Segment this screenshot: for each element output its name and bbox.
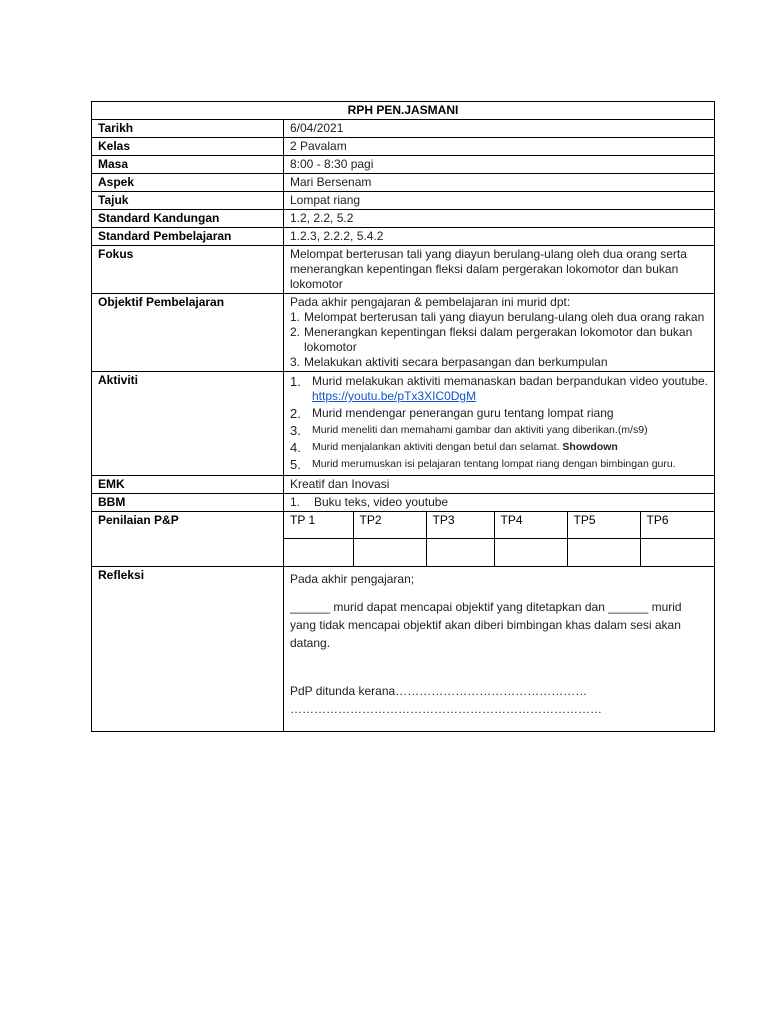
penilaian-header-row <box>284 512 714 539</box>
tp-header: TP3 <box>426 512 494 539</box>
refleksi-line: ______ murid dapat mencapai objektif yang ditetapkan dan ______ murid yang tidak mencapai objektif akan diberi bimbingan khas dalam sesi akan datang. <box>290 600 682 650</box>
label-fokus: Fokus <box>92 246 284 294</box>
row-standard-pembelajaran <box>92 228 715 246</box>
label-standard-kandungan: Standard Kandungan <box>92 210 284 228</box>
aktiviti-item <box>290 374 708 404</box>
aktiviti-item <box>290 457 708 472</box>
value-objektif <box>284 294 715 372</box>
aktiviti-text: Murid mendengar penerangan guru tentang lompat riang <box>312 406 614 420</box>
row-emk <box>92 476 715 494</box>
objektif-intro: Pada akhir pengajaran & pembelajaran ini murid dpt: <box>290 295 571 309</box>
tp-cell[interactable] <box>353 539 426 567</box>
objektif-number: 1. <box>290 310 301 324</box>
label-kelas: Kelas <box>92 138 284 156</box>
row-bbm <box>92 494 715 512</box>
row-kelas <box>92 138 715 156</box>
penilaian-entry-row <box>284 539 714 567</box>
tp-header: TP5 <box>567 512 640 539</box>
label-standard-pembelajaran: Standard Pembelajaran <box>92 228 284 246</box>
value-fokus: Melompat berterusan tali yang diayun berulang-ulang oleh dua orang serta menerangkan kepentingan fleksi dalam pergerakan lokomotor dan bukan lokomotor <box>284 246 715 294</box>
objektif-item <box>290 325 708 355</box>
aktiviti-item <box>290 406 708 421</box>
value-standard-kandungan: 1.2, 2.2, 5.2 <box>284 210 715 228</box>
label-refleksi: Refleksi <box>92 567 284 732</box>
value-penilaian <box>284 512 715 567</box>
aktiviti-number: 3. <box>290 423 301 438</box>
value-emk: Kreatif dan Inovasi <box>284 476 715 494</box>
objektif-list <box>290 310 708 370</box>
bbm-text: Buku teks, video youtube <box>314 495 449 509</box>
tp-cell[interactable] <box>640 539 714 567</box>
objektif-item <box>290 355 708 370</box>
tp-header: TP 1 <box>284 512 353 539</box>
aktiviti-text-part: Murid melakukan aktiviti memanaskan badan berpandukan video youtube. <box>312 374 708 388</box>
aktiviti-item <box>290 423 708 438</box>
row-masa <box>92 156 715 174</box>
label-tajuk: Tajuk <box>92 192 284 210</box>
label-aktiviti: Aktiviti <box>92 372 284 476</box>
aktiviti-number: 2. <box>290 406 301 421</box>
value-tajuk: Lompat riang <box>284 192 715 210</box>
row-aktiviti <box>92 372 715 476</box>
row-penilaian <box>92 512 715 567</box>
label-masa: Masa <box>92 156 284 174</box>
value-refleksi <box>284 567 715 732</box>
tp-header: TP6 <box>640 512 714 539</box>
label-penilaian: Penilaian P&P <box>92 512 284 567</box>
youtube-link[interactable]: https://youtu.be/pTx3XIC0DgM <box>312 389 477 403</box>
objektif-text: Melompat berterusan tali yang diayun berulang-ulang oleh dua orang rakan <box>304 310 705 324</box>
value-aspek: Mari Bersenam <box>284 174 715 192</box>
aktiviti-text <box>312 374 708 404</box>
aktiviti-text-part: Murid menjalankan aktiviti dengan betul dan selamat. <box>312 441 560 453</box>
row-standard-kandungan <box>92 210 715 228</box>
objektif-number: 2. <box>290 325 301 339</box>
objektif-text: Melakukan aktiviti secara berpasangan dan berkumpulan <box>304 355 608 369</box>
row-objektif <box>92 294 715 372</box>
aktiviti-text: Murid merumuskan isi pelajaran tentang lompat riang dengan bimbingan guru. <box>312 458 676 470</box>
refleksi-line: PdP ditunda kerana………………………………………… <box>290 684 588 698</box>
label-aspek: Aspek <box>92 174 284 192</box>
aktiviti-bold-text: Showdown <box>562 441 618 453</box>
document-title: RPH PEN.JASMANI <box>92 102 715 120</box>
refleksi-line: Pada akhir pengajaran; <box>290 572 415 586</box>
aktiviti-number: 5. <box>290 457 301 472</box>
objektif-text: Menerangkan kepentingan fleksi dalam pergerakan lokomotor dan bukan lokomotor <box>304 325 693 354</box>
label-objektif: Objektif Pembelajaran <box>92 294 284 372</box>
row-tarikh <box>92 120 715 138</box>
aktiviti-text <box>312 440 708 455</box>
title-row <box>92 102 715 120</box>
bbm-number: 1. <box>290 495 301 509</box>
refleksi-line: …………………………………………………………………… <box>290 702 602 716</box>
tp-header: TP4 <box>494 512 567 539</box>
lesson-plan-document <box>91 101 714 732</box>
tp-cell[interactable] <box>567 539 640 567</box>
aktiviti-number: 4. <box>290 440 301 455</box>
tp-header: TP2 <box>353 512 426 539</box>
row-refleksi <box>92 567 715 732</box>
value-tarikh: 6/04/2021 <box>284 120 715 138</box>
label-bbm: BBM <box>92 494 284 512</box>
aktiviti-item <box>290 440 708 455</box>
objektif-item <box>290 310 708 325</box>
row-tajuk <box>92 192 715 210</box>
tp-cell[interactable] <box>494 539 567 567</box>
tp-cell[interactable] <box>426 539 494 567</box>
value-aktiviti <box>284 372 715 476</box>
label-emk: EMK <box>92 476 284 494</box>
objektif-number: 3. <box>290 355 301 369</box>
lesson-plan-table <box>91 101 715 732</box>
tp-cell[interactable] <box>284 539 353 567</box>
penilaian-grid <box>284 512 714 566</box>
value-standard-pembelajaran: 1.2.3, 2.2.2, 5.4.2 <box>284 228 715 246</box>
value-kelas: 2 Pavalam <box>284 138 715 156</box>
value-masa: 8:00 - 8:30 pagi <box>284 156 715 174</box>
value-bbm <box>284 494 715 512</box>
aktiviti-number: 1. <box>290 374 301 389</box>
row-fokus <box>92 246 715 294</box>
aktiviti-text: Murid meneliti dan memahami gambar dan aktiviti yang diberikan.(m/s9) <box>312 424 648 436</box>
row-aspek <box>92 174 715 192</box>
label-tarikh: Tarikh <box>92 120 284 138</box>
